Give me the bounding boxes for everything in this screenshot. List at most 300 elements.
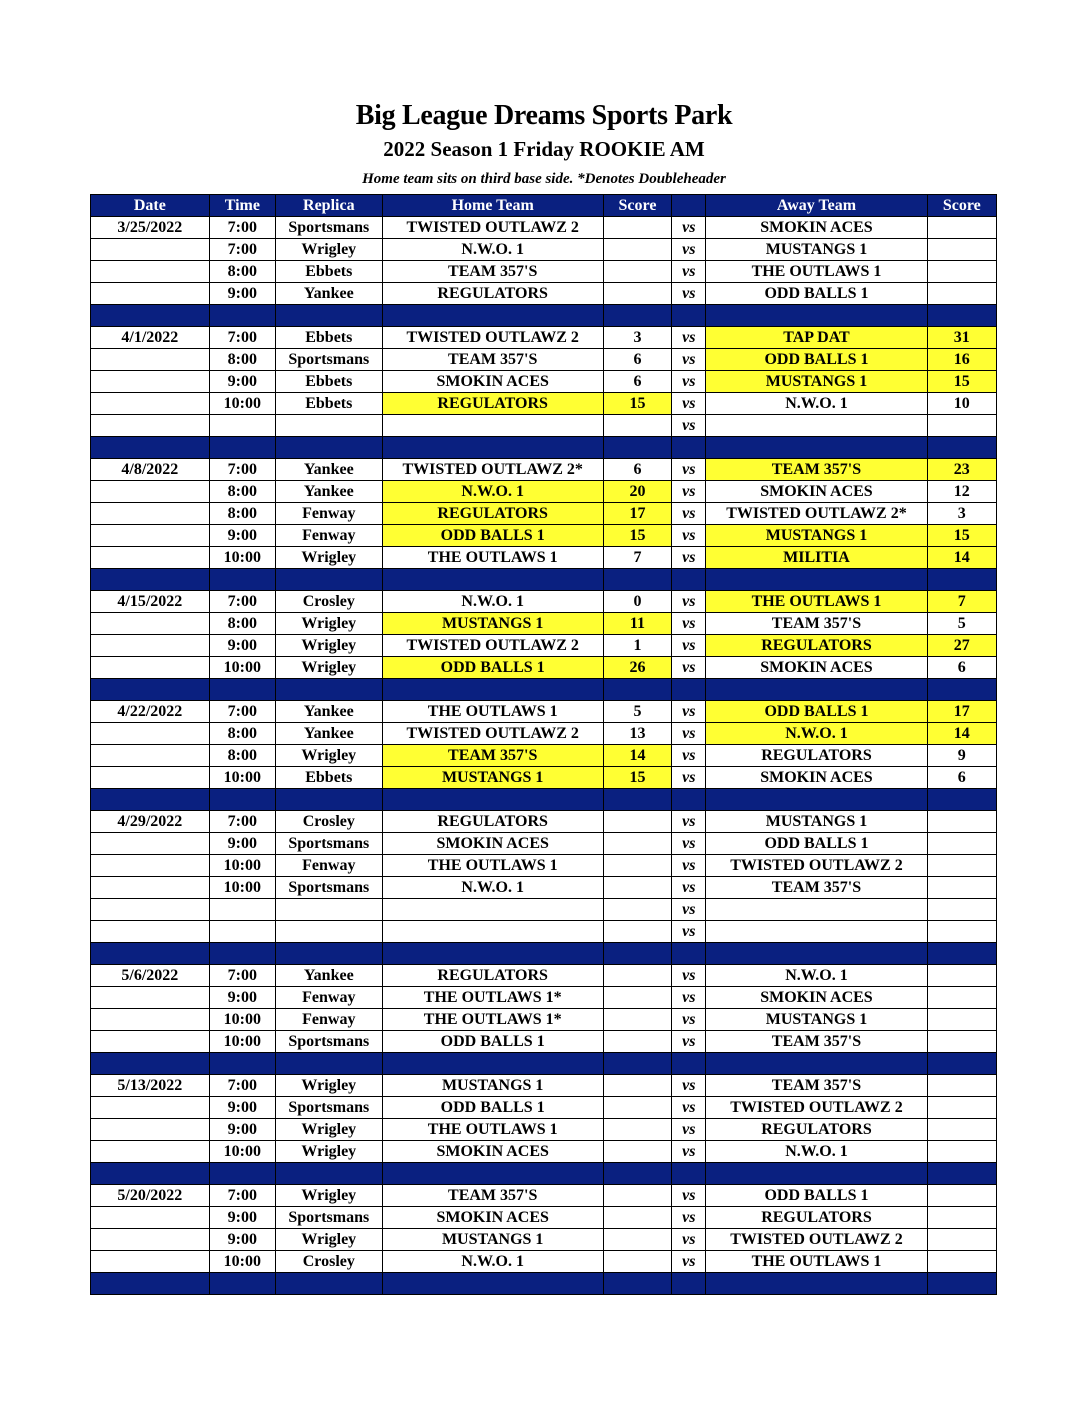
- away-score-cell: 12: [927, 481, 996, 503]
- vs-cell: vs: [672, 481, 706, 503]
- separator-cell: [209, 679, 275, 701]
- away-score-cell: 9: [927, 745, 996, 767]
- separator-cell: [91, 679, 210, 701]
- away-score-cell: 16: [927, 349, 996, 371]
- table-row: [91, 239, 997, 261]
- home-team-cell: N.W.O. 1: [382, 239, 603, 261]
- away-score-cell: [927, 217, 996, 239]
- separator-cell: [706, 943, 927, 965]
- separator-cell: [927, 1273, 996, 1295]
- date-cell: 4/8/2022: [91, 459, 210, 481]
- table-row: [91, 525, 997, 547]
- home-score-cell: [603, 811, 671, 833]
- home-score-cell: 1: [603, 635, 671, 657]
- separator-cell: [209, 1163, 275, 1185]
- time-cell: 7:00: [209, 459, 275, 481]
- separator-cell: [706, 437, 927, 459]
- date-cell: [91, 1251, 210, 1273]
- replica-cell: Fenway: [276, 1009, 383, 1031]
- time-cell: 10:00: [209, 1141, 275, 1163]
- page-subtitle: 2022 Season 1 Friday ROOKIE AM: [383, 137, 705, 161]
- away-team-cell: N.W.O. 1: [706, 1141, 927, 1163]
- away-score-cell: [927, 1075, 996, 1097]
- home-team-cell: TWISTED OUTLAWZ 2: [382, 723, 603, 745]
- replica-cell: Ebbets: [276, 371, 383, 393]
- table-row: [91, 1075, 997, 1097]
- table-row: [91, 503, 997, 525]
- home-score-cell: 15: [603, 525, 671, 547]
- table-row: [91, 855, 997, 877]
- table-row: [91, 987, 997, 1009]
- separator-cell: [382, 1053, 603, 1075]
- away-team-cell: MUSTANGS 1: [706, 371, 927, 393]
- separator-cell: [91, 437, 210, 459]
- home-team-cell: N.W.O. 1: [382, 1251, 603, 1273]
- away-score-cell: [927, 1185, 996, 1207]
- separator-cell: [276, 1053, 383, 1075]
- vs-cell: vs: [672, 1119, 706, 1141]
- time-cell: [209, 921, 275, 943]
- home-team-cell: SMOKIN ACES: [382, 371, 603, 393]
- date-cell: [91, 1097, 210, 1119]
- time-cell: 8:00: [209, 745, 275, 767]
- vs-cell: vs: [672, 459, 706, 481]
- away-score-cell: 6: [927, 657, 996, 679]
- page-title: Big League Dreams Sports Park: [355, 100, 733, 131]
- table-row: [91, 921, 997, 943]
- separator-cell: [706, 679, 927, 701]
- away-team-cell: THE OUTLAWS 1: [706, 261, 927, 283]
- vs-cell: vs: [672, 635, 706, 657]
- away-team-cell: SMOKIN ACES: [706, 657, 927, 679]
- date-cell: [91, 745, 210, 767]
- separator-cell: [91, 305, 210, 327]
- home-team-cell: SMOKIN ACES: [382, 1141, 603, 1163]
- home-score-cell: 7: [603, 547, 671, 569]
- date-cell: [91, 239, 210, 261]
- separator-cell: [91, 569, 210, 591]
- date-cell: [91, 767, 210, 789]
- home-team-cell: REGULATORS: [382, 283, 603, 305]
- table-row: [91, 1031, 997, 1053]
- date-cell: [91, 371, 210, 393]
- home-team-cell: [382, 921, 603, 943]
- date-cell: [91, 635, 210, 657]
- vs-cell: vs: [672, 371, 706, 393]
- time-cell: 10:00: [209, 1031, 275, 1053]
- date-cell: [91, 723, 210, 745]
- separator-cell: [603, 1163, 671, 1185]
- replica-cell: [276, 899, 383, 921]
- home-team-cell: MUSTANGS 1: [382, 767, 603, 789]
- table-row: [91, 415, 997, 437]
- away-score-cell: 6: [927, 767, 996, 789]
- table-row: [91, 811, 997, 833]
- date-cell: 4/1/2022: [91, 327, 210, 349]
- home-team-cell: THE OUTLAWS 1: [382, 855, 603, 877]
- table-row: [91, 1097, 997, 1119]
- table-row: [91, 877, 997, 899]
- home-team-cell: [382, 415, 603, 437]
- time-cell: 9:00: [209, 987, 275, 1009]
- separator-cell: [672, 569, 706, 591]
- replica-cell: Ebbets: [276, 261, 383, 283]
- vs-cell: vs: [672, 1185, 706, 1207]
- away-team-cell: TEAM 357'S: [706, 877, 927, 899]
- separator-cell: [706, 1163, 927, 1185]
- home-team-cell: ODD BALLS 1: [382, 657, 603, 679]
- away-team-cell: SMOKIN ACES: [706, 767, 927, 789]
- separator-cell: [603, 943, 671, 965]
- away-score-cell: 23: [927, 459, 996, 481]
- time-cell: 10:00: [209, 855, 275, 877]
- table-row: [91, 327, 997, 349]
- vs-cell: vs: [672, 657, 706, 679]
- separator-cell: [382, 1273, 603, 1295]
- home-score-cell: [603, 261, 671, 283]
- away-team-cell: TEAM 357'S: [706, 1031, 927, 1053]
- separator-cell: [706, 1053, 927, 1075]
- separator-cell: [382, 1163, 603, 1185]
- replica-cell: [276, 921, 383, 943]
- home-team-cell: THE OUTLAWS 1*: [382, 987, 603, 1009]
- time-cell: 9:00: [209, 833, 275, 855]
- date-cell: 4/15/2022: [91, 591, 210, 613]
- vs-cell: vs: [672, 415, 706, 437]
- vs-cell: vs: [672, 525, 706, 547]
- away-team-cell: SMOKIN ACES: [706, 217, 927, 239]
- home-score-cell: 5: [603, 701, 671, 723]
- date-cell: 3/25/2022: [91, 217, 210, 239]
- table-row: [91, 1185, 997, 1207]
- table-row: [91, 613, 997, 635]
- separator-cell: [672, 789, 706, 811]
- replica-cell: Sportsmans: [276, 1207, 383, 1229]
- date-cell: [91, 1207, 210, 1229]
- header-away-score: Score: [927, 195, 996, 217]
- away-team-cell: MUSTANGS 1: [706, 239, 927, 261]
- away-score-cell: 14: [927, 723, 996, 745]
- away-team-cell: ODD BALLS 1: [706, 349, 927, 371]
- vs-cell: vs: [672, 239, 706, 261]
- home-team-cell: MUSTANGS 1: [382, 1229, 603, 1251]
- replica-cell: Wrigley: [276, 1229, 383, 1251]
- replica-cell: Sportsmans: [276, 349, 383, 371]
- replica-cell: Yankee: [276, 723, 383, 745]
- table-row: [91, 701, 997, 723]
- vs-cell: vs: [672, 591, 706, 613]
- away-team-cell: REGULATORS: [706, 1119, 927, 1141]
- table-row: [91, 591, 997, 613]
- home-team-cell: ODD BALLS 1: [382, 525, 603, 547]
- time-cell: 7:00: [209, 327, 275, 349]
- home-score-cell: 11: [603, 613, 671, 635]
- home-score-cell: [603, 833, 671, 855]
- separator-cell: [672, 305, 706, 327]
- time-cell: 10:00: [209, 767, 275, 789]
- separator-cell: [706, 569, 927, 591]
- home-score-cell: [603, 239, 671, 261]
- home-team-cell: THE OUTLAWS 1: [382, 547, 603, 569]
- home-team-cell: REGULATORS: [382, 393, 603, 415]
- separator-cell: [706, 789, 927, 811]
- away-team-cell: THE OUTLAWS 1: [706, 1251, 927, 1273]
- home-score-cell: [603, 415, 671, 437]
- replica-cell: Wrigley: [276, 1185, 383, 1207]
- vs-cell: vs: [672, 833, 706, 855]
- replica-cell: Wrigley: [276, 239, 383, 261]
- time-cell: 9:00: [209, 635, 275, 657]
- replica-cell: Sportsmans: [276, 833, 383, 855]
- separator-cell: [603, 437, 671, 459]
- home-team-cell: SMOKIN ACES: [382, 1207, 603, 1229]
- away-score-cell: [927, 415, 996, 437]
- away-team-cell: TEAM 357'S: [706, 1075, 927, 1097]
- home-team-cell: TEAM 357'S: [382, 261, 603, 283]
- time-cell: 8:00: [209, 349, 275, 371]
- separator-cell: [927, 437, 996, 459]
- home-team-cell: TEAM 357'S: [382, 745, 603, 767]
- away-team-cell: MUSTANGS 1: [706, 811, 927, 833]
- home-score-cell: [603, 1251, 671, 1273]
- away-team-cell: [706, 899, 927, 921]
- away-team-cell: MILITIA: [706, 547, 927, 569]
- date-cell: [91, 415, 210, 437]
- away-team-cell: REGULATORS: [706, 1207, 927, 1229]
- vs-cell: vs: [672, 613, 706, 635]
- home-score-cell: 13: [603, 723, 671, 745]
- time-cell: 10:00: [209, 1009, 275, 1031]
- vs-cell: vs: [672, 503, 706, 525]
- separator-cell: [706, 1273, 927, 1295]
- date-cell: [91, 657, 210, 679]
- separator-row: [91, 569, 997, 591]
- replica-cell: Crosley: [276, 811, 383, 833]
- replica-cell: Wrigley: [276, 1119, 383, 1141]
- time-cell: 8:00: [209, 613, 275, 635]
- table-row: [91, 1141, 997, 1163]
- replica-cell: Sportsmans: [276, 877, 383, 899]
- table-row: [91, 767, 997, 789]
- vs-cell: vs: [672, 899, 706, 921]
- schedule-table: [90, 194, 997, 1295]
- home-score-cell: [603, 1075, 671, 1097]
- away-team-cell: SMOKIN ACES: [706, 987, 927, 1009]
- home-team-cell: TEAM 357'S: [382, 349, 603, 371]
- home-score-cell: [603, 899, 671, 921]
- separator-cell: [276, 569, 383, 591]
- replica-cell: Fenway: [276, 855, 383, 877]
- replica-cell: Yankee: [276, 459, 383, 481]
- table-row: [91, 1119, 997, 1141]
- away-score-cell: [927, 1251, 996, 1273]
- away-team-cell: TEAM 357'S: [706, 459, 927, 481]
- table-row: [91, 459, 997, 481]
- replica-cell: Fenway: [276, 503, 383, 525]
- date-cell: [91, 1009, 210, 1031]
- away-score-cell: [927, 811, 996, 833]
- table-row: [91, 1251, 997, 1273]
- away-team-cell: ODD BALLS 1: [706, 701, 927, 723]
- date-cell: 5/13/2022: [91, 1075, 210, 1097]
- home-score-cell: 15: [603, 393, 671, 415]
- replica-cell: Wrigley: [276, 745, 383, 767]
- replica-cell: Yankee: [276, 701, 383, 723]
- separator-cell: [276, 305, 383, 327]
- date-cell: [91, 481, 210, 503]
- replica-cell: Wrigley: [276, 635, 383, 657]
- away-team-cell: N.W.O. 1: [706, 723, 927, 745]
- away-score-cell: [927, 1141, 996, 1163]
- replica-cell: Crosley: [276, 591, 383, 613]
- separator-cell: [91, 1053, 210, 1075]
- time-cell: 10:00: [209, 547, 275, 569]
- time-cell: 10:00: [209, 1251, 275, 1273]
- replica-cell: Sportsmans: [276, 217, 383, 239]
- home-team-cell: N.W.O. 1: [382, 591, 603, 613]
- table-row: [91, 1207, 997, 1229]
- separator-cell: [603, 789, 671, 811]
- time-cell: 9:00: [209, 1229, 275, 1251]
- home-team-cell: ODD BALLS 1: [382, 1097, 603, 1119]
- away-team-cell: N.W.O. 1: [706, 965, 927, 987]
- separator-cell: [209, 1053, 275, 1075]
- separator-cell: [927, 679, 996, 701]
- home-score-cell: [603, 1207, 671, 1229]
- away-score-cell: 14: [927, 547, 996, 569]
- home-team-cell: MUSTANGS 1: [382, 613, 603, 635]
- home-team-cell: N.W.O. 1: [382, 481, 603, 503]
- time-cell: 8:00: [209, 481, 275, 503]
- away-team-cell: TAP DAT: [706, 327, 927, 349]
- home-team-cell: MUSTANGS 1: [382, 1075, 603, 1097]
- vs-cell: vs: [672, 811, 706, 833]
- separator-cell: [382, 679, 603, 701]
- away-team-cell: [706, 415, 927, 437]
- home-team-cell: SMOKIN ACES: [382, 833, 603, 855]
- home-score-cell: 3: [603, 327, 671, 349]
- table-row: [91, 371, 997, 393]
- vs-cell: vs: [672, 261, 706, 283]
- away-team-cell: [706, 921, 927, 943]
- separator-cell: [382, 943, 603, 965]
- time-cell: 8:00: [209, 723, 275, 745]
- date-cell: 4/29/2022: [91, 811, 210, 833]
- table-row: [91, 349, 997, 371]
- away-score-cell: [927, 1229, 996, 1251]
- table-row: [91, 393, 997, 415]
- time-cell: 7:00: [209, 965, 275, 987]
- replica-cell: Wrigley: [276, 657, 383, 679]
- replica-cell: Yankee: [276, 965, 383, 987]
- date-cell: [91, 503, 210, 525]
- table-row: [91, 261, 997, 283]
- table-row: [91, 481, 997, 503]
- vs-cell: vs: [672, 1229, 706, 1251]
- vs-cell: vs: [672, 349, 706, 371]
- separator-cell: [91, 1273, 210, 1295]
- home-score-cell: [603, 1141, 671, 1163]
- separator-cell: [276, 679, 383, 701]
- vs-cell: vs: [672, 1031, 706, 1053]
- separator-row: [91, 679, 997, 701]
- away-score-cell: [927, 833, 996, 855]
- table-row: [91, 745, 997, 767]
- vs-cell: vs: [672, 283, 706, 305]
- vs-cell: vs: [672, 1009, 706, 1031]
- time-cell: 9:00: [209, 1119, 275, 1141]
- away-score-cell: [927, 921, 996, 943]
- vs-cell: vs: [672, 1097, 706, 1119]
- away-score-cell: 3: [927, 503, 996, 525]
- table-row: [91, 965, 997, 987]
- separator-cell: [209, 943, 275, 965]
- time-cell: 7:00: [209, 811, 275, 833]
- away-team-cell: REGULATORS: [706, 745, 927, 767]
- replica-cell: Fenway: [276, 525, 383, 547]
- home-score-cell: 6: [603, 371, 671, 393]
- separator-cell: [209, 789, 275, 811]
- replica-cell: [276, 415, 383, 437]
- time-cell: 8:00: [209, 503, 275, 525]
- header-time: Time: [209, 195, 275, 217]
- away-team-cell: TWISTED OUTLAWZ 2*: [706, 503, 927, 525]
- separator-cell: [276, 943, 383, 965]
- home-team-cell: TWISTED OUTLAWZ 2*: [382, 459, 603, 481]
- separator-cell: [276, 1273, 383, 1295]
- away-score-cell: [927, 283, 996, 305]
- home-team-cell: TWISTED OUTLAWZ 2: [382, 327, 603, 349]
- away-score-cell: 31: [927, 327, 996, 349]
- date-cell: 5/6/2022: [91, 965, 210, 987]
- separator-cell: [209, 569, 275, 591]
- home-score-cell: 20: [603, 481, 671, 503]
- table-header-row: [91, 195, 997, 217]
- time-cell: [209, 899, 275, 921]
- home-score-cell: 0: [603, 591, 671, 613]
- home-score-cell: [603, 877, 671, 899]
- away-score-cell: [927, 877, 996, 899]
- date-cell: [91, 1229, 210, 1251]
- separator-cell: [927, 789, 996, 811]
- home-score-cell: 15: [603, 767, 671, 789]
- away-team-cell: N.W.O. 1: [706, 393, 927, 415]
- table-row: [91, 635, 997, 657]
- time-cell: 10:00: [209, 393, 275, 415]
- date-cell: [91, 987, 210, 1009]
- time-cell: 8:00: [209, 261, 275, 283]
- separator-cell: [672, 437, 706, 459]
- home-team-cell: THE OUTLAWS 1: [382, 701, 603, 723]
- home-team-note: Home team sits on third base side. *Denotes Doubleheader: [362, 171, 726, 187]
- away-score-cell: [927, 1119, 996, 1141]
- away-score-cell: [927, 1009, 996, 1031]
- time-cell: 9:00: [209, 371, 275, 393]
- away-score-cell: 15: [927, 371, 996, 393]
- replica-cell: Yankee: [276, 283, 383, 305]
- time-cell: 7:00: [209, 239, 275, 261]
- home-team-cell: TWISTED OUTLAWZ 2: [382, 635, 603, 657]
- date-cell: [91, 1031, 210, 1053]
- separator-cell: [209, 1273, 275, 1295]
- vs-cell: vs: [672, 767, 706, 789]
- header-home-team: Home Team: [382, 195, 603, 217]
- date-cell: [91, 261, 210, 283]
- home-score-cell: [603, 987, 671, 1009]
- separator-cell: [91, 1163, 210, 1185]
- separator-cell: [276, 437, 383, 459]
- away-team-cell: TEAM 357'S: [706, 613, 927, 635]
